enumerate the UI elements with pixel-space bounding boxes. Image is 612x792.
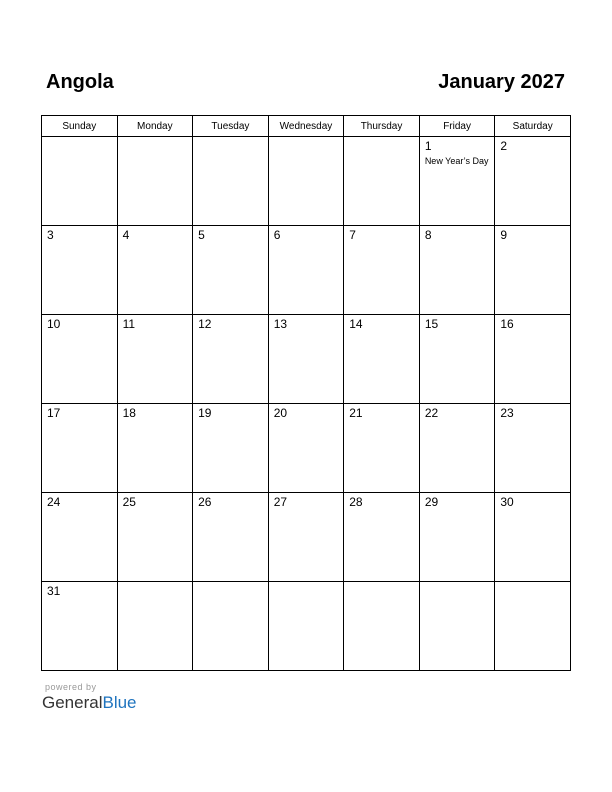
day-number: 1 xyxy=(424,139,432,153)
day-number: 30 xyxy=(500,495,514,509)
day-cell xyxy=(268,137,344,226)
day-number xyxy=(118,582,193,585)
day-number: 14 xyxy=(349,317,363,331)
day-cell xyxy=(193,226,269,315)
brand-name-part1: General xyxy=(42,693,103,712)
calendar-grid xyxy=(41,115,571,671)
day-cell xyxy=(268,493,344,582)
weekday-header: Wednesday xyxy=(268,116,344,137)
day-cell xyxy=(419,137,495,226)
powered-by-label: powered by xyxy=(45,682,97,692)
week-row xyxy=(42,137,571,226)
holiday-label: New Year’s Day xyxy=(424,156,489,166)
day-number: 8 xyxy=(424,228,432,242)
day-cell xyxy=(193,404,269,493)
day-cell xyxy=(268,315,344,404)
day-cell xyxy=(419,493,495,582)
day-cell xyxy=(193,582,269,671)
day-number xyxy=(344,137,419,140)
day-cell xyxy=(495,493,571,582)
day-number: 21 xyxy=(349,406,363,420)
day-number: 4 xyxy=(122,228,130,242)
day-cell xyxy=(419,582,495,671)
day-number: 10 xyxy=(47,317,61,331)
day-cell xyxy=(117,582,193,671)
day-number: 13 xyxy=(273,317,288,331)
weekday-header: Saturday xyxy=(495,116,571,137)
day-number xyxy=(495,582,570,585)
day-cell xyxy=(495,404,571,493)
day-cell xyxy=(117,493,193,582)
day-number: 27 xyxy=(273,495,288,509)
day-cell xyxy=(419,226,495,315)
day-cell xyxy=(42,315,118,404)
day-number: 9 xyxy=(500,228,508,242)
day-number: 28 xyxy=(349,495,363,509)
day-number xyxy=(193,137,268,140)
day-cell xyxy=(495,315,571,404)
day-number: 3 xyxy=(47,228,54,242)
day-number: 25 xyxy=(122,495,136,509)
month-year-title: January 2027 xyxy=(438,71,565,93)
day-number xyxy=(269,582,344,585)
week-row xyxy=(42,404,571,493)
day-number: 15 xyxy=(424,317,439,331)
weekday-header: Monday xyxy=(117,116,193,137)
brand-logo[interactable] xyxy=(42,693,137,713)
weekday-header: Tuesday xyxy=(193,116,269,137)
weekday-header: Thursday xyxy=(344,116,420,137)
day-cell xyxy=(495,137,571,226)
day-number: 6 xyxy=(273,228,281,242)
weekday-header: Friday xyxy=(419,116,495,137)
day-cell xyxy=(344,315,420,404)
day-cell xyxy=(117,137,193,226)
day-number: 23 xyxy=(500,406,514,420)
day-cell xyxy=(193,493,269,582)
day-number xyxy=(344,582,419,585)
day-number: 24 xyxy=(47,495,61,509)
day-cell xyxy=(419,315,495,404)
day-number: 16 xyxy=(500,317,514,331)
day-cell xyxy=(268,582,344,671)
day-cell xyxy=(495,226,571,315)
day-number: 26 xyxy=(198,495,212,509)
day-number: 18 xyxy=(122,406,136,420)
day-cell xyxy=(193,315,269,404)
day-number xyxy=(269,137,344,140)
week-row xyxy=(42,226,571,315)
week-row xyxy=(42,582,571,671)
day-cell xyxy=(42,404,118,493)
country-title: Angola xyxy=(46,71,114,93)
day-cell xyxy=(268,226,344,315)
day-number: 31 xyxy=(47,584,61,598)
day-cell xyxy=(193,137,269,226)
day-number xyxy=(42,137,117,140)
day-number xyxy=(420,582,495,585)
day-number: 22 xyxy=(424,406,439,420)
day-number: 12 xyxy=(198,317,212,331)
weekday-header-row xyxy=(42,116,571,137)
day-number: 19 xyxy=(198,406,212,420)
day-number: 29 xyxy=(424,495,439,509)
day-cell xyxy=(117,315,193,404)
week-row xyxy=(42,493,571,582)
day-number: 7 xyxy=(349,228,356,242)
day-cell xyxy=(495,582,571,671)
day-number: 2 xyxy=(500,139,508,153)
day-cell xyxy=(42,137,118,226)
day-number: 5 xyxy=(198,228,205,242)
day-number: 20 xyxy=(273,406,288,420)
week-row xyxy=(42,315,571,404)
day-cell xyxy=(419,404,495,493)
day-number: 17 xyxy=(47,406,61,420)
day-cell xyxy=(117,226,193,315)
day-cell xyxy=(42,493,118,582)
day-number: 11 xyxy=(122,317,136,331)
day-cell xyxy=(344,404,420,493)
day-cell xyxy=(344,493,420,582)
day-cell xyxy=(344,226,420,315)
day-number xyxy=(118,137,193,140)
day-number xyxy=(193,582,268,585)
weekday-header: Sunday xyxy=(42,116,118,137)
brand-name-part2: Blue xyxy=(102,693,137,712)
day-cell xyxy=(117,404,193,493)
day-cell xyxy=(42,582,118,671)
day-cell xyxy=(42,226,118,315)
day-cell xyxy=(268,404,344,493)
day-cell xyxy=(344,582,420,671)
day-cell xyxy=(344,137,420,226)
